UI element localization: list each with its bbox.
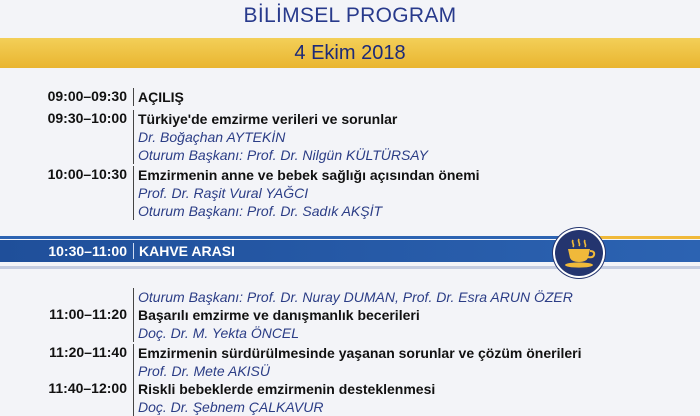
break-divider [133,243,134,259]
session-title: Emzirmenin anne ve bebek sağlığı açısından önemi [138,167,480,183]
session-speaker: Doç. Dr. Şebnem ÇALKAVUR [138,399,324,415]
session-content [133,88,694,106]
session-chair: Oturum Başkanı: Prof. Dr. Nilgün KÜLTÜRSAY [138,147,428,163]
session-content [133,306,694,342]
session-title: Başarılı emzirme ve danışmanlık becerileri [138,307,420,323]
session-time: 09:30–10:00 [47,110,127,126]
date-banner [0,38,700,68]
session-speaker: Dr. Boğaçhan AYTEKİN [138,129,286,145]
coffee-cup-icon-svg [555,230,603,276]
break-accent-gold [600,236,700,239]
session-title: Türkiye'de emzirme verileri ve sorunlar [138,111,398,127]
session-speaker: Doç. Dr. M. Yekta ÖNCEL [138,325,300,341]
break-label: KAHVE ARASI [139,243,235,259]
coffee-cup-icon [553,228,605,278]
session-time: 11:20–11:40 [49,344,127,360]
session-content [133,110,694,164]
session-time: 11:40–12:00 [48,380,127,396]
program-title: BİLİMSEL PROGRAM [243,4,457,27]
session-time: 10:00–10:30 [47,166,127,182]
program-date: 4 Ekim 2018 [294,42,406,64]
session-content [133,166,694,220]
session-time: 11:00–11:20 [49,306,127,322]
session-title: AÇILIŞ [138,89,184,105]
session-speaker: Prof. Dr. Mete AKISÜ [138,363,270,379]
session-chair: Oturum Başkanı: Prof. Dr. Sadık AKŞİT [138,203,383,219]
session-speaker: Prof. Dr. Raşit Vural YAĞCI [138,185,309,201]
session-chair: Oturum Başkanı: Prof. Dr. Nuray DUMAN, Prof. Dr. Esra ARUN ÖZER [138,289,573,305]
session-title: Emzirmenin sürdürülmesinde yaşanan sorunlar ve çözüm önerileri [138,345,582,361]
session-content [133,380,694,416]
session-content [133,344,694,380]
session-time: 09:00–09:30 [47,88,127,104]
break-time: 10:30–11:00 [48,243,127,259]
session-title: Riskli bebeklerde emzirmenin desteklenmesi [138,381,436,397]
session-content [133,288,694,306]
